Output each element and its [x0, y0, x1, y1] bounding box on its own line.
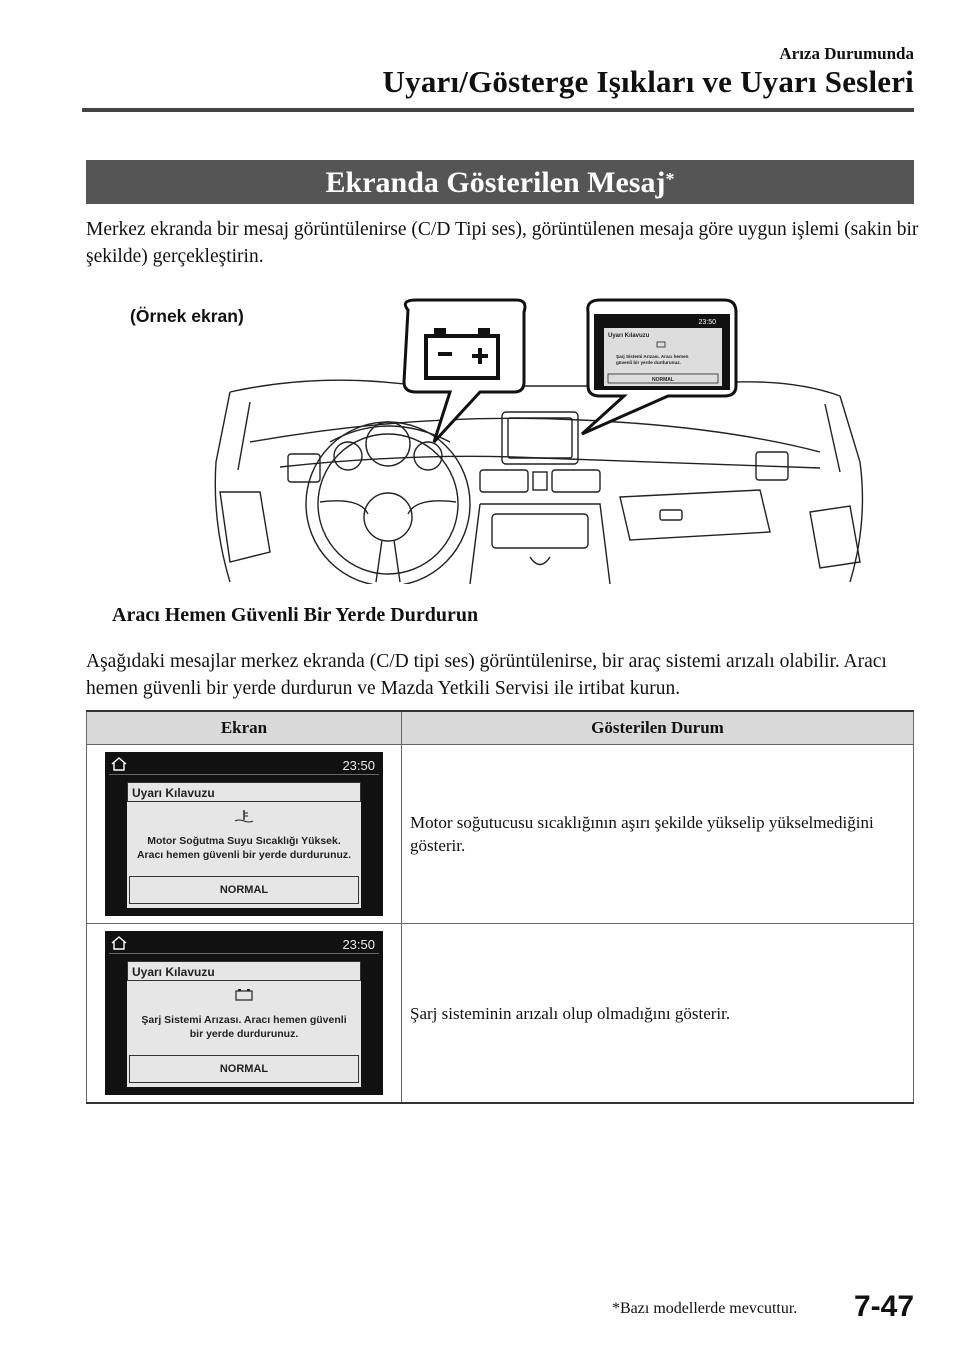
warning-screen	[105, 931, 383, 1095]
mini-title: Uyarı Kılavuzu	[608, 333, 650, 339]
screen-callout	[582, 300, 736, 434]
screen-divider	[109, 953, 379, 954]
status-description: Şarj sisteminin arızalı olup olmadığını gösterir.	[402, 924, 914, 1104]
screen-cell	[87, 924, 402, 1104]
coolant-temperature-icon	[127, 808, 361, 824]
paragraph: Aşağıdaki mesajlar merkez ekranda (C/D tipi ses) görüntülenirse, bir araç sistemi arızalı olabilir. Aracı hemen güvenli bir yerde durdurun ve Mazda Yetkili Servisi ile irtibat kurun.	[86, 651, 887, 699]
table-row	[87, 745, 914, 924]
home-icon	[111, 757, 127, 771]
intro-text: Merkez ekranda bir mesaj görüntülenirse (C/D Tipi ses), görüntülenen mesaja göre uygun işlemi (sakin bir şekilde) gerçekleştirin.	[86, 219, 919, 267]
header-rule	[82, 108, 914, 112]
footnote: *Bazı modellerde mevcuttur.	[612, 1300, 798, 1317]
warning-panel	[127, 961, 361, 1087]
panel-message	[131, 1013, 357, 1041]
mini-button: NORMAL	[652, 377, 674, 383]
screen-divider	[109, 774, 379, 775]
normal-button[interactable]: NORMAL	[129, 876, 359, 904]
banner-title: Ekranda Gösterilen Mesaj	[325, 166, 666, 199]
mini-clock: 23:50	[698, 319, 716, 326]
panel-title: Uyarı Kılavuzu	[127, 961, 361, 981]
subheading: Aracı Hemen Güvenli Bir Yerde Durdurun	[112, 604, 479, 626]
battery-icon	[127, 987, 361, 1003]
panel-message-line2: bir yerde durdurunuz.	[189, 1028, 299, 1040]
table-header-status: Gösterilen Durum	[402, 711, 914, 745]
table-header-row	[87, 711, 914, 745]
panel-message	[131, 834, 357, 862]
mini-message: Şarj Sistemi Arızası. Aracı hemen güvenli bir yerde durdurunuz.	[616, 354, 689, 365]
normal-button[interactable]: NORMAL	[129, 1055, 359, 1083]
dashboard-illustration	[120, 292, 880, 584]
banner-asterisk: *	[665, 169, 675, 189]
table-row	[87, 924, 914, 1104]
panel-title: Uyarı Kılavuzu	[127, 782, 361, 802]
message-table	[86, 710, 914, 1104]
status-description: Motor soğutucusu sıcaklığının aşırı şekilde yükselip yükselmediğini gösterir.	[402, 745, 914, 924]
panel-message-line2: Aracı hemen güvenli bir yerde durdurunuz.	[136, 849, 352, 861]
table-header-screen: Ekran	[87, 711, 402, 745]
section-banner	[86, 160, 914, 204]
figure-label: (Örnek ekran)	[130, 306, 244, 326]
panel-message-line1: Şarj Sistemi Arızası. Aracı hemen güvenli	[141, 1014, 347, 1026]
section-header: Arıza Durumunda	[779, 44, 914, 63]
page-number: 7-47	[853, 1290, 914, 1323]
warning-screen	[105, 752, 383, 916]
warning-panel	[127, 782, 361, 908]
clock: 23:50	[342, 758, 375, 773]
clock: 23:50	[342, 937, 375, 952]
home-icon	[111, 936, 127, 950]
screen-cell	[87, 745, 402, 924]
panel-message-line1: Motor Soğutma Suyu Sıcaklığı Yüksek.	[147, 835, 341, 847]
page-title: Uyarı/Gösterge Işıkları ve Uyarı Sesleri	[382, 64, 914, 99]
